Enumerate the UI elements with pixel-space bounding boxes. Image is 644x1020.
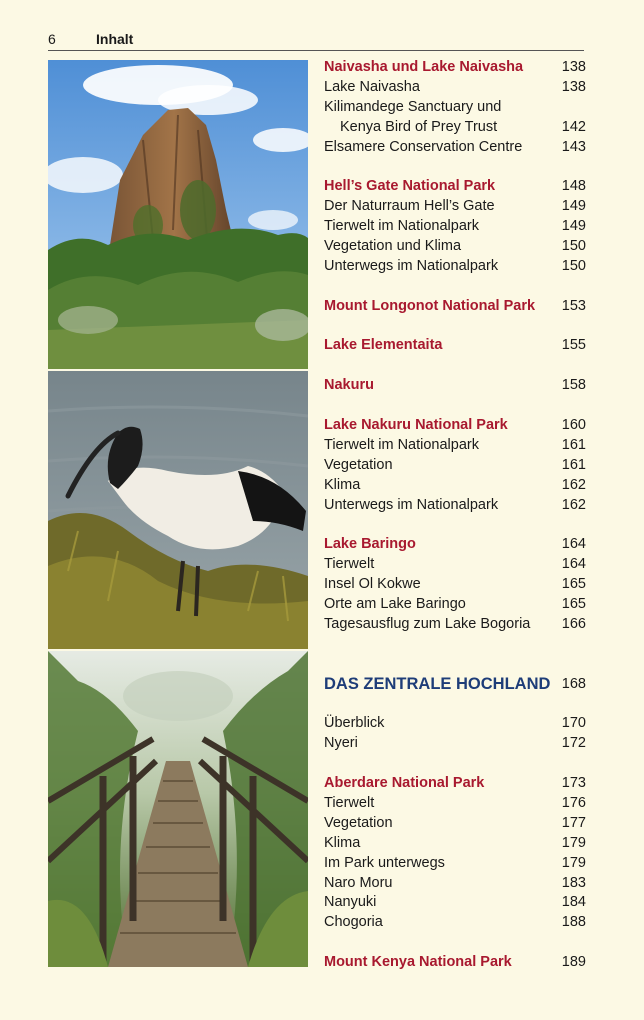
toc-section-heading[interactable] [324, 376, 586, 396]
ibis-photo [48, 371, 308, 649]
toc-entry-title: Im Park unterwegs [324, 854, 445, 871]
boardwalk-photo [48, 651, 308, 967]
toc-entry[interactable] [324, 893, 586, 913]
toc-entry[interactable] [324, 814, 586, 834]
toc-chapter-heading[interactable] [324, 675, 586, 695]
page-number: 6 [48, 31, 56, 47]
toc-entry[interactable] [324, 496, 586, 516]
toc-page-number: 172 [561, 735, 586, 752]
toc-entry[interactable] [324, 456, 586, 476]
toc-entry-title: Der Naturraum Hell’s Gate [324, 198, 495, 215]
toc-entry-title: Vegetation [324, 814, 393, 831]
toc-entry-title: Tierwelt [324, 556, 375, 573]
toc-entry-title: Klima [324, 834, 361, 851]
toc-page-number: 189 [561, 954, 586, 971]
toc-entry[interactable] [324, 854, 586, 874]
toc-entry-title: Chogoria [324, 914, 383, 931]
toc-entry[interactable] [324, 794, 586, 814]
toc-section-heading[interactable] [324, 177, 586, 197]
toc-page-number: 155 [561, 337, 586, 354]
toc-section-heading[interactable] [324, 953, 586, 973]
toc-spacer [324, 695, 586, 715]
toc-section-heading[interactable] [324, 58, 586, 78]
toc-entry-title: Nyeri [324, 735, 358, 752]
toc-entry-title: Überblick [324, 715, 385, 732]
toc-entry[interactable] [324, 197, 586, 217]
toc-entry-title: Tagesausflug zum Lake Bogoria [324, 615, 531, 632]
toc-page-number: 179 [561, 854, 586, 871]
toc-entry-title: Nakuru [324, 377, 374, 394]
toc-entry-title: Vegetation und Klima [324, 238, 462, 255]
toc-page-number: 164 [561, 556, 586, 573]
toc-entry-title: Tierwelt im Nationalpark [324, 218, 479, 235]
toc-page-number: 164 [561, 536, 586, 553]
toc-entry-title: Unterwegs im Nationalpark [324, 496, 499, 513]
page-header [48, 30, 584, 51]
toc-page-number: 170 [561, 715, 586, 732]
toc-entry[interactable] [324, 575, 586, 595]
toc-entry-title: DAS ZENTRALE HOCHLAND [324, 674, 551, 693]
toc-page-number: 184 [561, 894, 586, 911]
toc-page-number: 150 [561, 257, 586, 274]
toc-section-heading[interactable] [324, 774, 586, 794]
toc-entry[interactable] [324, 595, 586, 615]
toc-entry-title: Lake Baringo [324, 536, 416, 553]
toc-page-number: 153 [561, 297, 586, 314]
toc-entry-title: Tierwelt im Nationalpark [324, 436, 479, 453]
toc-entry-title: Nanyuki [324, 894, 377, 911]
toc-entry[interactable] [324, 257, 586, 277]
toc-page-number: 158 [561, 377, 586, 394]
toc-entry-title: Kilimandege Sanctuary und [324, 98, 502, 115]
toc-page-number: 143 [561, 138, 586, 155]
toc-entry[interactable] [324, 555, 586, 575]
toc-entry[interactable] [324, 237, 586, 257]
toc-entry-title: Hell’s Gate National Park [324, 178, 496, 195]
toc-page-number: 161 [561, 456, 586, 473]
toc-page-number: 179 [561, 834, 586, 851]
toc-page-number: 183 [561, 874, 586, 891]
toc-spacer [324, 356, 586, 376]
toc-entry-title: Mount Longonot National Park [324, 297, 536, 314]
toc-entry[interactable] [324, 98, 586, 118]
toc-page-number: 173 [561, 775, 586, 792]
toc-page-number: 161 [561, 436, 586, 453]
toc-entry[interactable] [324, 78, 586, 98]
table-of-contents [324, 58, 586, 973]
toc-entry-title: Tierwelt [324, 794, 375, 811]
toc-entry-title: Vegetation [324, 456, 393, 473]
toc-entry[interactable] [324, 874, 586, 894]
toc-page-number: 177 [561, 814, 586, 831]
toc-page-number: 138 [561, 59, 586, 75]
toc-page-number: 176 [561, 794, 586, 811]
toc-entry[interactable] [324, 714, 586, 734]
toc-spacer [324, 933, 586, 953]
toc-spacer [324, 754, 586, 774]
toc-spacer [324, 277, 586, 297]
toc-entry-title: Naro Moru [324, 874, 393, 891]
toc-entry-title: Aberdare National Park [324, 775, 485, 792]
toc-spacer [324, 157, 586, 177]
toc-entry-title: Lake Elementaita [324, 337, 443, 354]
toc-page-number: 166 [561, 615, 586, 632]
toc-entry[interactable] [324, 436, 586, 456]
header-title: Inhalt [96, 31, 134, 47]
toc-entry[interactable] [324, 476, 586, 496]
toc-spacer [324, 396, 586, 416]
toc-entry-title: Unterwegs im Nationalpark [324, 257, 499, 274]
toc-page-number: 142 [561, 118, 586, 135]
toc-entry[interactable] [324, 615, 586, 635]
toc-page-number: 188 [561, 914, 586, 931]
toc-spacer [324, 515, 586, 535]
toc-entry-continued[interactable] [324, 118, 586, 138]
toc-entry[interactable] [324, 734, 586, 754]
toc-spacer [324, 635, 586, 655]
toc-entry-title: Insel Ol Kokwe [324, 576, 421, 593]
toc-entry[interactable] [324, 217, 586, 237]
toc-page-number: 168 [561, 675, 586, 692]
toc-entry-title: Elsamere Conservation Centre [324, 138, 523, 155]
rock-tower-photo [48, 60, 308, 369]
toc-page-number: 165 [561, 576, 586, 593]
toc-page-number: 138 [561, 78, 586, 95]
toc-section-heading[interactable] [324, 535, 586, 555]
toc-spacer [324, 317, 586, 337]
toc-section-heading[interactable] [324, 297, 586, 317]
toc-entry-title: Lake Naivasha [324, 78, 420, 95]
toc-entry[interactable] [324, 138, 586, 158]
toc-page-number: 150 [561, 238, 586, 255]
toc-page-number: 165 [561, 596, 586, 613]
toc-entry[interactable] [324, 834, 586, 854]
toc-spacer [324, 655, 586, 675]
toc-entry-title: Orte am Lake Baringo [324, 596, 466, 613]
toc-section-heading[interactable] [324, 416, 586, 436]
toc-entry-title: Lake Nakuru National Park [324, 417, 508, 434]
toc-page-number: 162 [561, 496, 586, 513]
toc-page-number: 160 [561, 417, 586, 434]
toc-page-number: 149 [561, 218, 586, 235]
toc-entry-title: Klima [324, 476, 361, 493]
toc-entry[interactable] [324, 913, 586, 933]
toc-entry-title: Mount Kenya National Park [324, 954, 512, 971]
toc-page-number: 148 [561, 178, 586, 195]
toc-page-number: 149 [561, 198, 586, 215]
toc-entry-title: Kenya Bird of Prey Trust [340, 118, 498, 135]
toc-page-number: 162 [561, 476, 586, 493]
toc-entry-title: Naivasha und Lake Naivasha [324, 59, 524, 75]
toc-section-heading[interactable] [324, 336, 586, 356]
